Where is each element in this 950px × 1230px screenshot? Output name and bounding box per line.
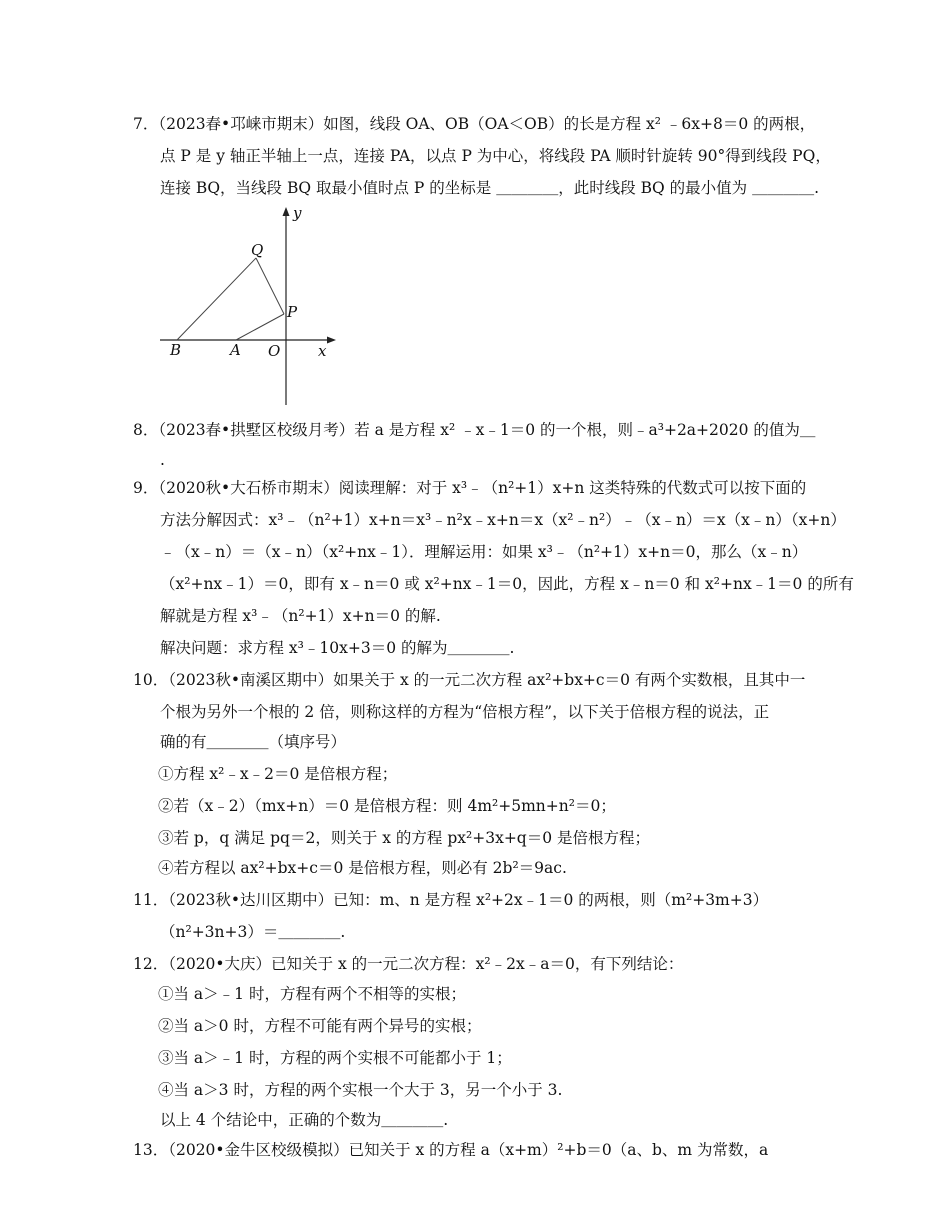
segment-BQ (177, 258, 256, 340)
label-x: x (318, 342, 327, 360)
problem-7-line-1: 7．（2023春•邛崃市期末）如图，线段 OA、OB（OA＜OB）的长是方程 x² ﹣6x+8＝0 的两根， (133, 115, 816, 133)
label-y: y (293, 204, 302, 222)
problem-9-line-2: 方法分解因式：x³﹣（n²+1）x+n＝x³﹣n²x﹣x+n＝x（x²﹣n²）﹣（x﹣n）＝x（x﹣n）（x+n） (160, 511, 846, 529)
label-P: P (287, 303, 298, 321)
problem-10-option-2: ②若（x﹣2）（mx+n）＝0 是倍根方程：则 4m²+5mn+n²＝0； (158, 797, 616, 815)
figure-svg (150, 200, 350, 408)
problem-10-line-2: 个根为另外一个根的 2 倍，则称这样的方程为“倍根方程”，以下关于倍根方程的说法，正 (160, 703, 770, 721)
problem-10-line-3: 确的有＿＿＿＿（填序号） (160, 733, 347, 751)
problem-7-line-2: 点 P 是 y 轴正半轴上一点，连接 PA，以点 P 为中心，将线段 PA 顺时针旋转 90°得到线段 PQ， (160, 147, 831, 165)
problem-9-line-3: ﹣（x﹣n）＝（x﹣n）（x²+nx﹣1）．理解运用：如果 x³﹣（n²+1）x+n＝0，那么（x﹣n） (160, 543, 808, 561)
problem-12-line-6: 以上 4 个结论中，正确的个数为＿＿＿＿. (160, 1111, 449, 1129)
problem-9-line-1: 9．（2020秋•大石桥市期末）阅读理解：对于 x³﹣（n²+1）x+n 这类特殊的代数式可以按下面的 (133, 479, 807, 497)
problem-9-line-4: （x²+nx﹣1）＝0，即有 x﹣n＝0 或 x²+nx﹣1＝0，因此，方程 x﹣n＝0 和 x²+nx﹣1＝0 的所有 (160, 575, 854, 593)
problem-12-option-1: ①当 a＞﹣1 时，方程有两个不相等的实根； (158, 985, 466, 1003)
problem-7-line-3: 连接 BQ，当线段 BQ 取最小值时点 P 的坐标是 ＿＿＿＿，此时线段 BQ 的最小值为 ＿＿＿＿. (160, 179, 819, 197)
label-B: B (170, 341, 182, 359)
problem-11-line-1: 11．（2023秋•达川区期中）已知：m、n 是方程 x²+2x﹣1＝0 的两根，则（m²+3m+3） (133, 891, 769, 909)
problem-9-line-5: 解就是方程 x³﹣（n²+1）x+n＝0 的解. (160, 607, 441, 625)
problem-10-option-1: ①方程 x²﹣x﹣2＝0 是倍根方程； (158, 765, 398, 783)
problem-12-option-4: ④当 a＞3 时，方程的两个实根一个大于 3，另一个小于 3. (158, 1081, 563, 1099)
segment-AP (236, 314, 284, 340)
problem-9-line-6: 解决问题：求方程 x³﹣10x+3＝0 的解为＿＿＿＿. (160, 639, 515, 657)
problem-12-option-2: ②当 a＞0 时，方程不可能有两个异号的实根； (158, 1017, 482, 1035)
problem-10-line-1: 10．（2023秋•南溪区期中）如果关于 x 的一元二次方程 ax²+bx+c＝0 有两个实数根，且其中一 (133, 671, 806, 689)
problem-8-line-1: 8．（2023春•拱墅区校级月考）若 a 是方程 x² ﹣x﹣1＝0 的一个根，则﹣a³+2a+2020 的值为＿ (133, 421, 816, 439)
label-A: A (230, 341, 241, 359)
label-O: O (268, 342, 281, 360)
y-axis-arrow (283, 207, 290, 216)
coordinate-figure (150, 200, 350, 408)
x-axis-arrow (327, 337, 336, 344)
problem-8-line-2: . (160, 451, 165, 469)
label-Q: Q (251, 241, 264, 259)
segment-QP (256, 258, 284, 314)
problem-11-line-2: （n²+3n+3）＝＿＿＿＿. (160, 923, 346, 941)
problem-13-line-1: 13．（2020•金牛区校级模拟）已知关于 x 的方程 a（x+m）²+b＝0（a、b、m 为常数，a (133, 1141, 769, 1159)
problem-10-option-4: ④若方程以 ax²+bx+c＝0 是倍根方程，则必有 2b²＝9ac. (158, 859, 567, 877)
problem-12-line-1: 12．（2020•大庆）已知关于 x 的一元二次方程：x²﹣2x﹣a＝0，有下列结论： (133, 955, 684, 973)
problem-12-option-3: ③当 a＞﹣1 时，方程的两个实根不可能都小于 1； (158, 1049, 512, 1067)
problem-10-option-3: ③若 p，q 满足 pq＝2，则关于 x 的方程 px²+3x+q＝0 是倍根方程； (158, 829, 651, 847)
